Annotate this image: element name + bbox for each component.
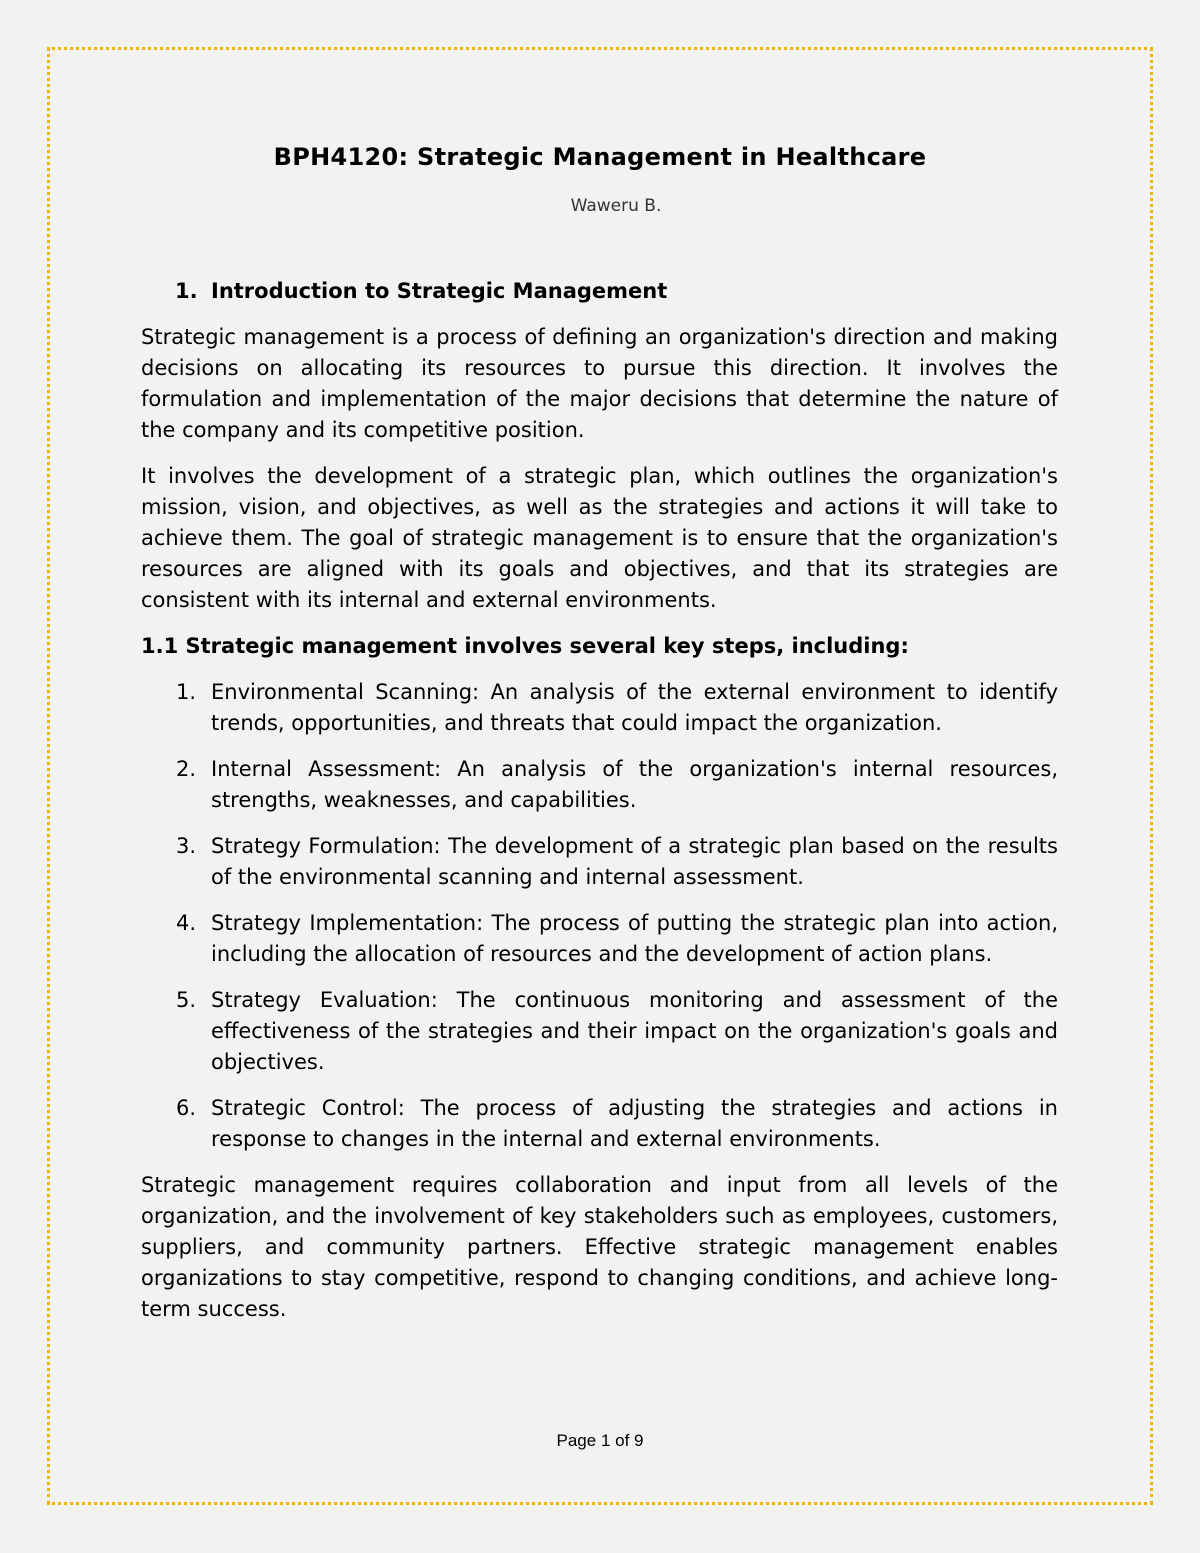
subsection-heading: 1.1 Strategic management involves several key steps, including: [141, 634, 909, 658]
document-author: Waweru B. [570, 196, 662, 216]
list-item-number: 6. [176, 1096, 197, 1120]
page-number-footer: Page 1 of 9 [556, 1431, 644, 1450]
list-item-text: Strategy Evaluation: The continuous monitoring and assessment of the effectiveness of the strategies and their impact on the organization's goals and objectives. [211, 988, 1058, 1074]
list-item-text: Internal Assessment: An analysis of the organization's internal resources, strengths, weaknesses, and capabilities. [211, 757, 1058, 812]
list-item-text: Strategic Control: The process of adjusting the strategies and actions in response to changes in the internal and external environments. [211, 1096, 1058, 1151]
list-item-text: Environmental Scanning: An analysis of the external environment to identify trends, opportunities, and threats that could impact the organization. [211, 680, 1058, 735]
list-item-number: 3. [176, 834, 197, 858]
paragraph: Strategic management is a process of defining an organization's direction and making decisions on allocating its resources to pursue this direction. It involves the formulation and implementation of the major decisions that determine the nature of the company and its competitive position. [141, 325, 1058, 442]
list-item [141, 908, 1058, 970]
section-heading [141, 276, 1058, 307]
document-body [141, 276, 1058, 1340]
list-item-text: Strategy Formulation: The development of a strategic plan based on the results of the environmental scanning and internal assessment. [211, 834, 1058, 889]
paragraph: It involves the development of a strategic plan, which outlines the organization's mission, vision, and objectives, as well as the strategies and actions it will take to achieve them. The goal of strategic management is to ensure that the organization's resources are aligned with its goals and objectives, and that its strategies are consistent with its internal and external environments. [141, 464, 1058, 612]
steps-list [141, 677, 1058, 1155]
list-item [141, 754, 1058, 816]
section-number: 1. [175, 279, 198, 303]
closing-paragraph: Strategic management requires collaboration and input from all levels of the organization, and the involvement of key stakeholders such as employees, customers, suppliers, and community partners. Effective strategic management enables organizations to stay competitive, respond to changing conditions, and achieve long-term success. [141, 1173, 1058, 1321]
list-item-number: 5. [176, 988, 197, 1012]
list-item [141, 985, 1058, 1078]
list-item-number: 1. [176, 680, 197, 704]
document-title: BPH4120: Strategic Management in Healthcare [273, 143, 927, 171]
list-item [141, 831, 1058, 893]
section-title: Introduction to Strategic Management [211, 279, 668, 303]
list-item-number: 2. [176, 757, 197, 781]
list-item-text: Strategy Implementation: The process of putting the strategic plan into action, including the allocation of resources and the development of action plans. [211, 911, 1058, 966]
list-item-number: 4. [176, 911, 197, 935]
list-item [141, 1093, 1058, 1155]
list-item [141, 677, 1058, 739]
